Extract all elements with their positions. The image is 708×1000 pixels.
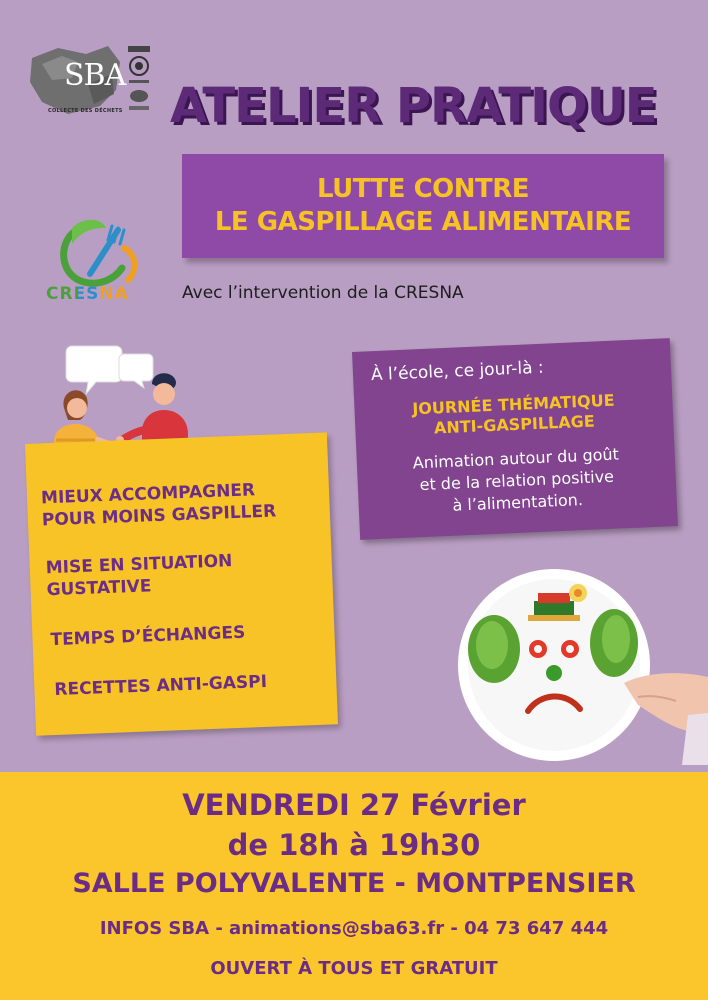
activity-line: MIEUX ACCOMPAGNER bbox=[40, 480, 256, 509]
subtitle-line-2: LE GASPILLAGE ALIMENTAIRE bbox=[214, 207, 632, 237]
event-details-banner bbox=[0, 772, 708, 1000]
school-text-line-1: Animation autour du goût bbox=[412, 444, 620, 473]
intervention-text: Avec l’intervention de la CRESNA bbox=[182, 283, 464, 303]
activity-line: RECETTES ANTI-GASPI bbox=[54, 671, 268, 701]
contact-info: INFOS SBA - animations@sba63.fr - 04 73 647 444 bbox=[99, 918, 609, 939]
cresna-logo-text bbox=[46, 284, 129, 304]
page-title: ATELIER PRATIQUE bbox=[170, 78, 657, 134]
subtitle-line-1: LUTTE CONTRE bbox=[316, 174, 530, 204]
activity-item bbox=[54, 671, 267, 701]
sba-logo-text: SBA bbox=[64, 58, 126, 93]
school-text-line-3: à l’alimentation. bbox=[452, 490, 584, 515]
school-title-line-2: ANTI-GASPILLAGE bbox=[433, 411, 596, 438]
school-day-box bbox=[352, 338, 678, 540]
activity-item bbox=[41, 478, 277, 531]
activity-line: POUR MOINS GASPILLER bbox=[41, 501, 277, 531]
open-to-all-text: OUVERT À TOUS ET GRATUIT bbox=[210, 958, 498, 979]
subtitle-box bbox=[182, 154, 664, 258]
sba-logo-subtitle: COLLECTE DES DÉCHETS bbox=[48, 108, 123, 114]
activity-item bbox=[50, 622, 246, 651]
school-intro: À l’école, ce jour-là : bbox=[370, 357, 545, 386]
cresna-logo-word: CRESNA bbox=[46, 284, 129, 304]
territory-badge-icon bbox=[126, 44, 152, 114]
activity-line: TEMPS D’ÉCHANGES bbox=[50, 622, 246, 651]
event-place: SALLE POLYVALENTE - MONTPENSIER bbox=[72, 868, 636, 899]
activity-line: MISE EN SITUATION bbox=[45, 551, 233, 579]
event-date: VENDREDI 27 Février bbox=[182, 788, 526, 822]
activity-item bbox=[45, 550, 233, 601]
school-title-line-1: JOURNÉE THÉMATIQUE bbox=[411, 390, 615, 419]
activities-box bbox=[25, 432, 338, 735]
event-time: de 18h à 19h30 bbox=[227, 828, 481, 862]
activity-line: GUSTATIVE bbox=[46, 576, 152, 601]
school-text-line-2: et de la relation positive bbox=[419, 466, 615, 495]
vegetable-face-plate-illustration bbox=[458, 565, 708, 765]
